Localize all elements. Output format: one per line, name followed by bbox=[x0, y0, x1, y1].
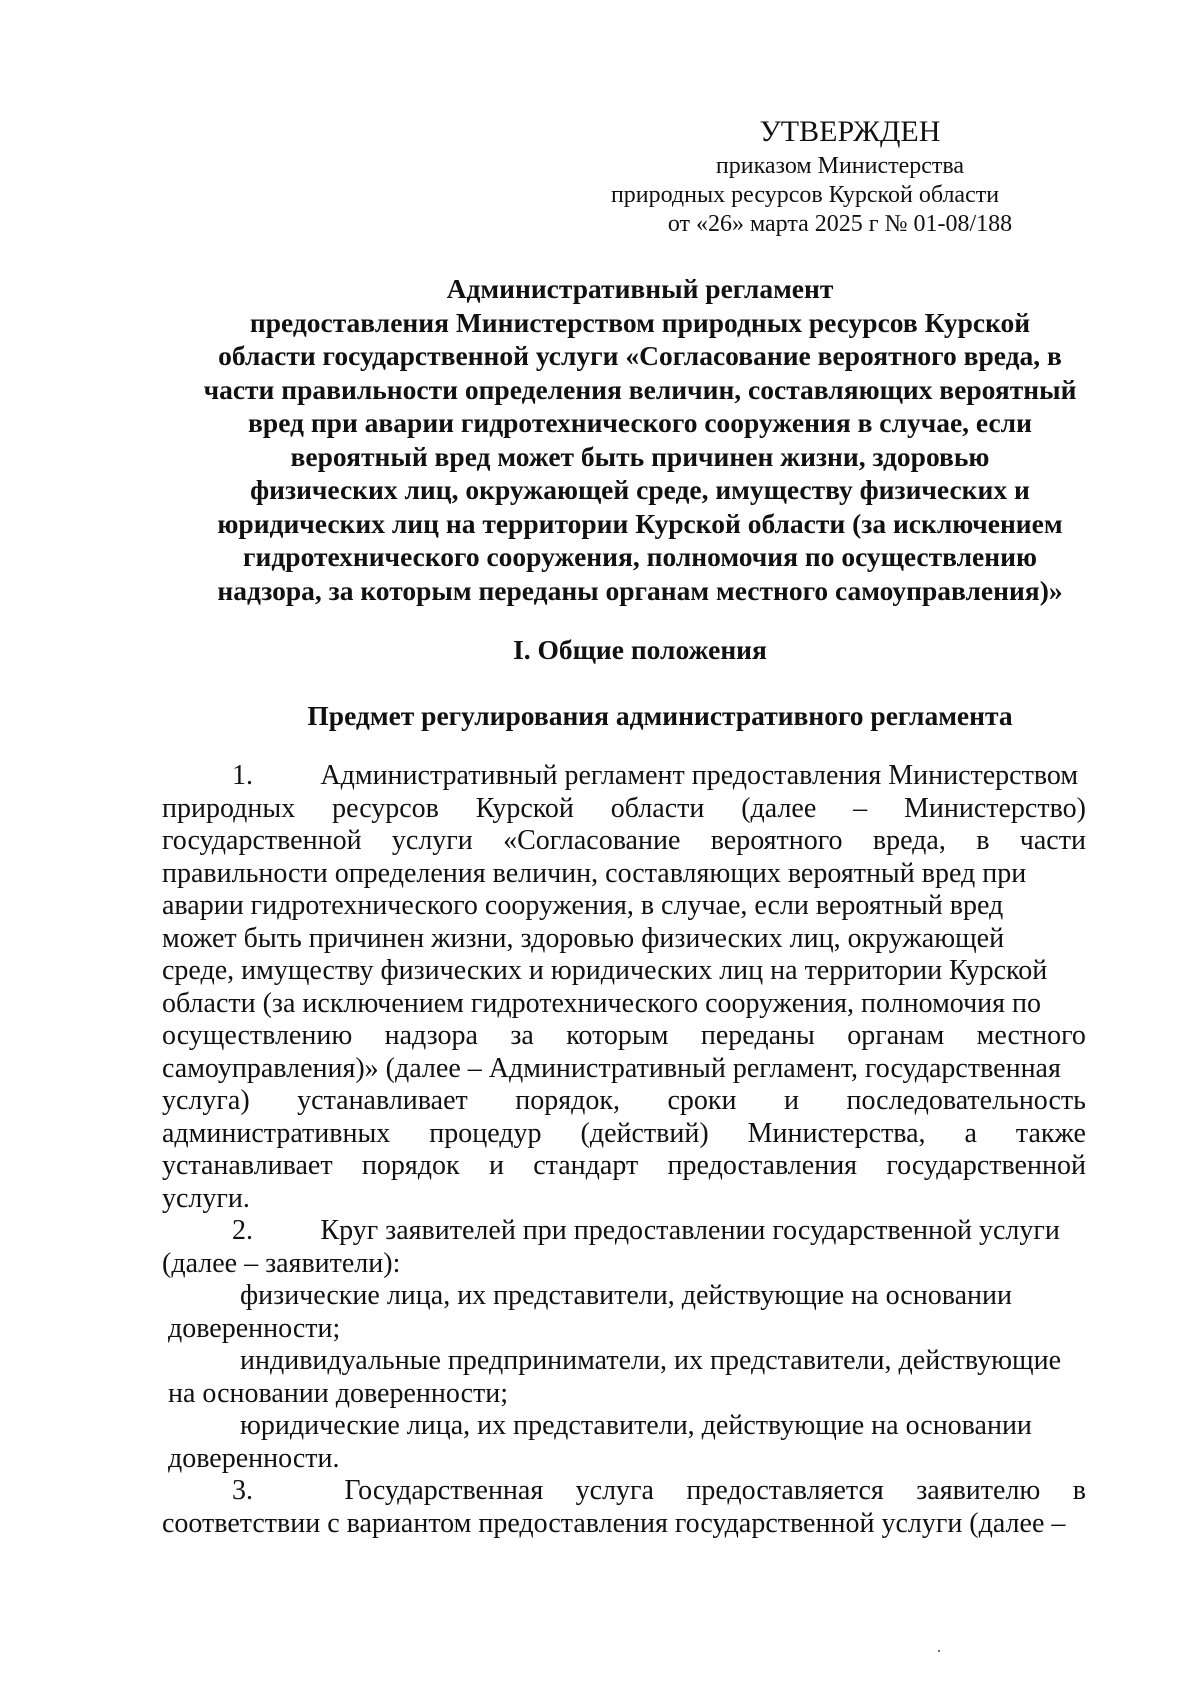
paragraph-text: услуги. bbox=[162, 1182, 250, 1214]
paragraph-2-line bbox=[162, 1215, 1086, 1248]
list-item bbox=[162, 1345, 1086, 1378]
word: органам bbox=[847, 1020, 945, 1051]
approval-line: от «26» марта 2025 г № 01-08/188 bbox=[667, 211, 1013, 237]
scan-artifact bbox=[938, 1650, 940, 1652]
word: устанавливает bbox=[297, 1085, 468, 1116]
word: вероятного bbox=[710, 825, 843, 856]
list-item-text: физические лица, их представители, действующие на основании bbox=[240, 1280, 1012, 1311]
paragraph-3-line bbox=[162, 1508, 1086, 1541]
section-heading: I. Общие положения bbox=[513, 634, 767, 665]
paragraph-text: правильности определения величин, составляющих вероятный вред при bbox=[162, 857, 1027, 889]
word: услуги bbox=[391, 825, 473, 856]
word: последовательность bbox=[846, 1085, 1086, 1116]
word: – bbox=[853, 792, 868, 824]
word: в bbox=[976, 825, 990, 856]
paragraph-number: 3. bbox=[232, 1475, 253, 1506]
paragraph-1-line bbox=[162, 1150, 1086, 1183]
paragraph-1-line bbox=[162, 760, 1086, 793]
paragraph-text: (далее – заявители): bbox=[162, 1247, 401, 1279]
word: Государственная bbox=[344, 1475, 544, 1506]
approval-stamp bbox=[575, 112, 1035, 239]
word: и bbox=[783, 1085, 799, 1116]
paragraph-text: Круг заявителей при предоставлении государственной услуги bbox=[320, 1215, 1060, 1246]
word: предоставления bbox=[667, 1150, 858, 1181]
paragraph-number: 2. bbox=[232, 1215, 253, 1246]
document-title bbox=[160, 272, 1120, 607]
word: Министерства, bbox=[747, 1117, 926, 1149]
word: «Согласование bbox=[503, 825, 681, 856]
document-body bbox=[162, 760, 1086, 1540]
paragraph-text: соответствии с вариантом предоставления государственной услуги (далее – bbox=[162, 1507, 1066, 1539]
paragraph-1-line bbox=[162, 858, 1086, 891]
list-item bbox=[162, 1443, 1086, 1476]
title-line: части правильности определения величин, составляющих вероятный bbox=[203, 373, 1077, 405]
word: порядок, bbox=[515, 1085, 620, 1116]
word: которым bbox=[566, 1020, 669, 1051]
paragraph-1-line bbox=[162, 923, 1086, 956]
word: и bbox=[488, 1150, 504, 1181]
word: в bbox=[1072, 1475, 1086, 1506]
paragraph-1-line bbox=[162, 1183, 1086, 1216]
word: государственной bbox=[162, 825, 362, 856]
word: надзора bbox=[384, 1020, 478, 1051]
list-item bbox=[162, 1313, 1086, 1346]
title-line: вред при аварии гидротехнического сооружения в случае, если bbox=[248, 407, 1032, 438]
word: услуга) bbox=[162, 1085, 250, 1116]
paragraph-1-line bbox=[162, 890, 1086, 923]
word: устанавливает bbox=[162, 1150, 333, 1181]
paragraph-1-line bbox=[162, 955, 1086, 988]
word: (далее bbox=[741, 792, 817, 824]
title-line: области государственной услуги «Согласование вероятного вреда, в bbox=[218, 340, 1062, 371]
paragraph-3-line bbox=[162, 1475, 1086, 1508]
list-item-text: на основании доверенности; bbox=[168, 1377, 509, 1409]
word: Курской bbox=[475, 792, 574, 824]
paragraph-text: Административный регламент предоставления Министерством bbox=[320, 760, 1079, 791]
title-line: гидротехнического сооружения, полномочия по осуществлению bbox=[243, 541, 1037, 572]
paragraph-1-line bbox=[162, 793, 1086, 826]
title-line: физических лиц, окружающей среде, имуществу физических и bbox=[250, 474, 1030, 505]
approval-line: природных ресурсов Курской области bbox=[610, 182, 1000, 208]
word: предоставляется bbox=[686, 1475, 884, 1506]
word: вреда, bbox=[872, 825, 946, 856]
word: части bbox=[1019, 825, 1086, 856]
list-item-text: юридические лица, их представители, действующие на основании bbox=[240, 1410, 1032, 1441]
list-item-text: доверенности. bbox=[168, 1442, 340, 1474]
paragraph-1-line bbox=[162, 988, 1086, 1021]
paragraph-1-line bbox=[162, 1053, 1086, 1086]
word: ресурсов bbox=[332, 792, 439, 824]
list-item-text: доверенности; bbox=[168, 1312, 341, 1344]
word: переданы bbox=[700, 1020, 815, 1051]
paragraph-number: 1. bbox=[232, 760, 253, 791]
list-item bbox=[162, 1378, 1086, 1411]
word: процедур bbox=[429, 1117, 542, 1149]
word: сроки bbox=[667, 1085, 737, 1116]
approval-heading: УТВЕРЖДЕН bbox=[759, 115, 941, 148]
paragraph-text: области (за исключением гидротехнического сооружения, полномочия по bbox=[162, 987, 1041, 1019]
paragraph-text: может быть причинен жизни, здоровью физических лиц, окружающей bbox=[162, 922, 1005, 954]
title-line: надзора, за которым переданы органам местного самоуправления)» bbox=[217, 574, 1063, 606]
paragraph-text: аварии гидротехнического сооружения, в случае, если вероятный вред bbox=[162, 890, 1004, 921]
title-line: вероятный вред может быть причинен жизни, здоровью bbox=[290, 440, 990, 472]
list-item bbox=[162, 1410, 1086, 1443]
word: (действий) bbox=[580, 1117, 709, 1149]
word: области bbox=[610, 792, 705, 824]
paragraph-1-line bbox=[162, 1118, 1086, 1151]
word: административных bbox=[162, 1117, 391, 1149]
word: порядок bbox=[361, 1150, 460, 1181]
word: осуществлению bbox=[162, 1020, 353, 1051]
paragraph-1-line bbox=[162, 1020, 1086, 1053]
word: за bbox=[510, 1020, 534, 1051]
paragraph-1-line bbox=[162, 825, 1086, 858]
title-line: предоставления Министерством природных ресурсов Курской bbox=[249, 306, 1031, 338]
word: местного bbox=[976, 1020, 1086, 1051]
paragraph-2-line bbox=[162, 1248, 1086, 1281]
paragraph-1-line bbox=[162, 1085, 1086, 1118]
list-item-text: индивидуальные предприниматели, их представители, действующие bbox=[240, 1345, 1062, 1376]
word: также bbox=[1015, 1117, 1086, 1149]
word: государственной bbox=[886, 1150, 1086, 1181]
word: природных bbox=[162, 792, 296, 824]
word: заявителю bbox=[916, 1475, 1041, 1506]
subsection-heading: Предмет регулирования административного регламента bbox=[307, 700, 1013, 731]
title-line: юридических лиц на территории Курской области (за исключением bbox=[217, 507, 1063, 539]
word: услуга bbox=[575, 1475, 654, 1506]
approval-line: приказом Министерства bbox=[715, 153, 965, 179]
list-item bbox=[162, 1280, 1086, 1313]
title-line: Административный регламент bbox=[446, 273, 834, 304]
word: Министерство) bbox=[903, 792, 1086, 824]
word: а bbox=[964, 1117, 977, 1149]
word: стандарт bbox=[533, 1150, 639, 1181]
paragraph-text: среде, имуществу физических и юридических лиц на территории Курской bbox=[162, 955, 1048, 986]
paragraph-text: самоуправления)» (далее – Административный регламент, государственная bbox=[162, 1052, 1061, 1084]
